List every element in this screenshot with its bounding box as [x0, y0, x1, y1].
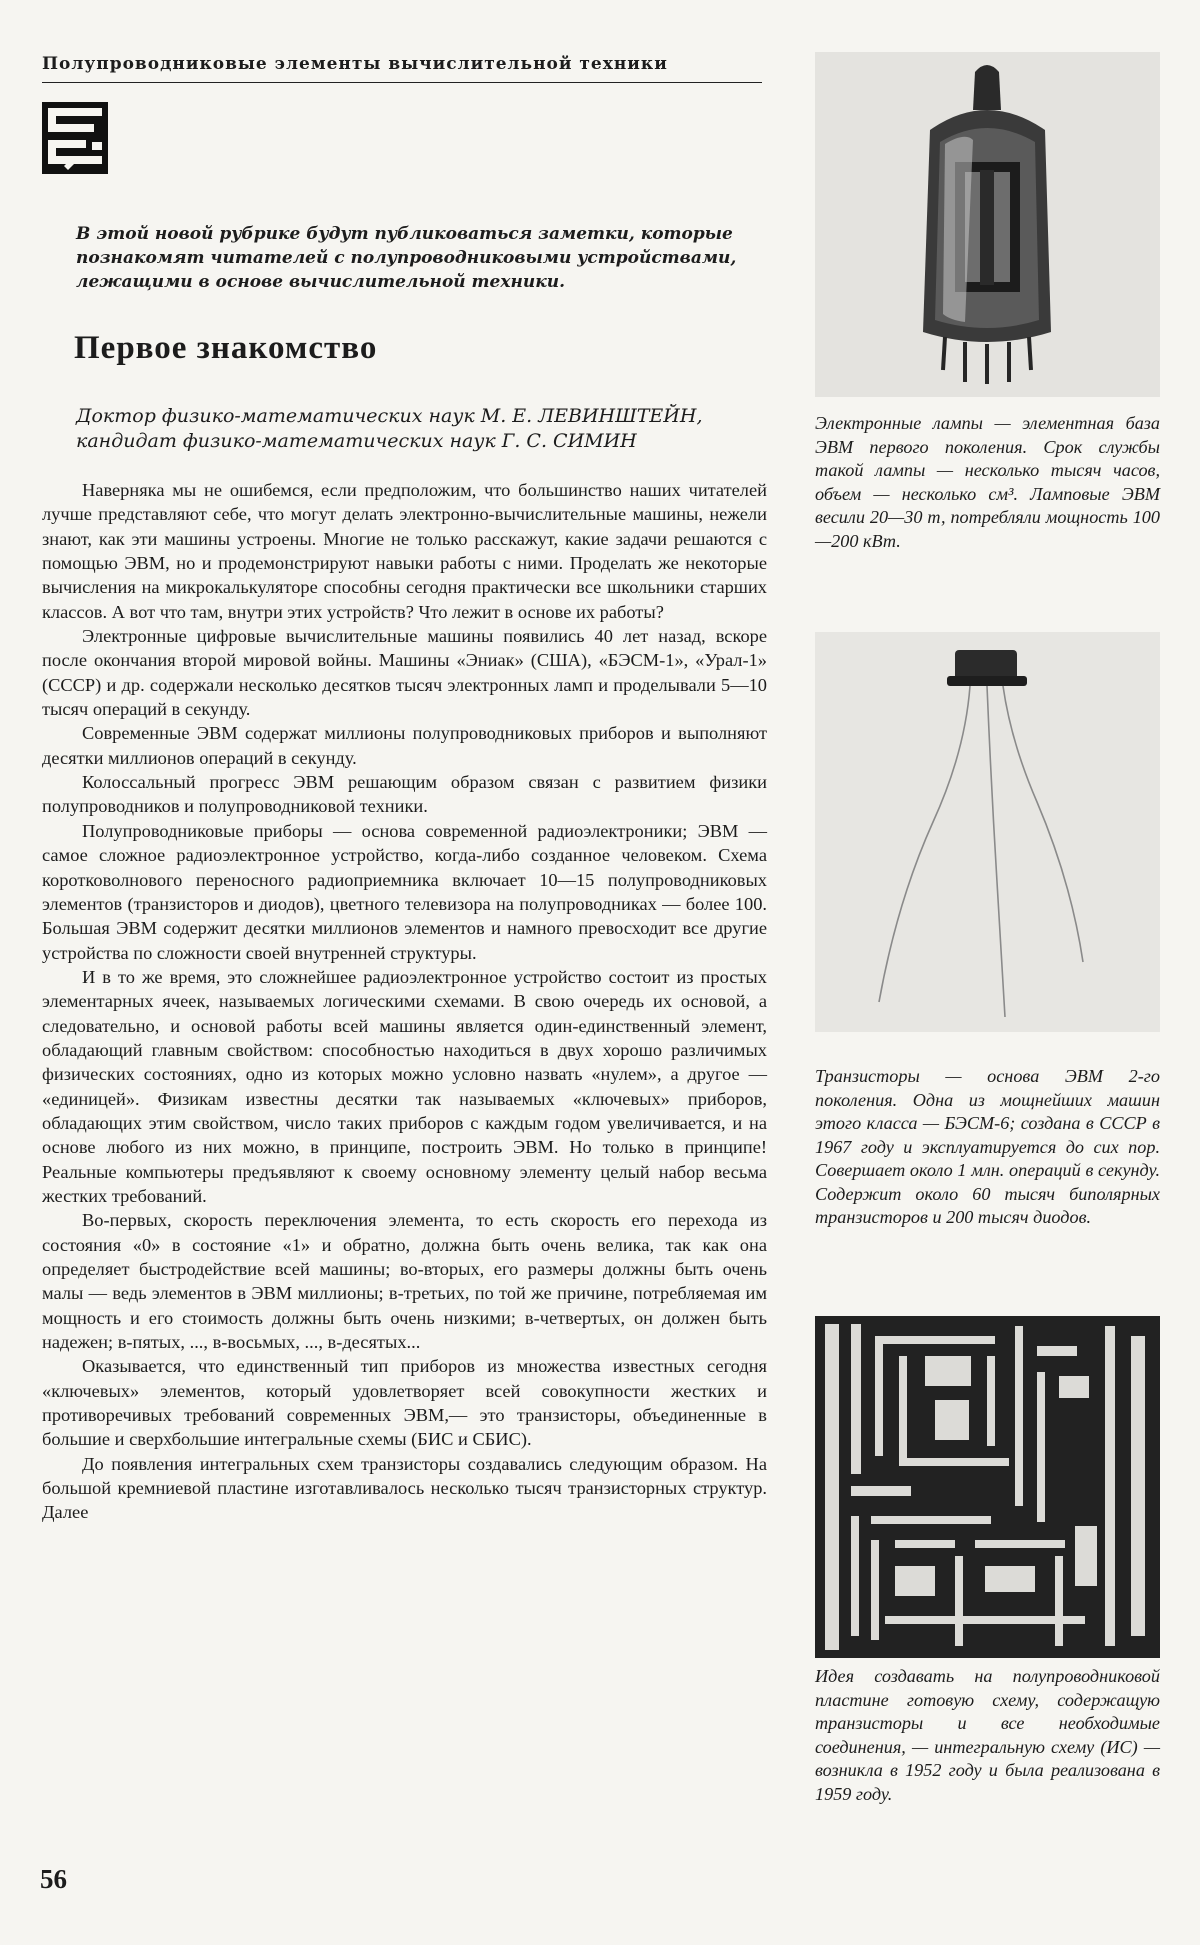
- author-line-1: Доктор физико-математических наук М. Е. ЛЕВИНШТЕЙН,: [76, 405, 703, 427]
- paragraph: Полупроводниковые приборы — основа современной радиоэлектроники; ЭВМ — самое сложное радиоэлектронное устройство, когда-либо созданное человеком. Схема коротковолнового переносного радиоприемника включает 10—15 полупроводниковых элементов (транзисторов и диодов), цветного телевизора на полупроводниках — более 100. Большая ЭВМ содержит десятки миллионов элементов и намного превосходит все другие устройства по сложности своей внутренней структуры.: [42, 820, 767, 963]
- rubric-logo-icon: [42, 102, 108, 174]
- integrated-circuit-photo: [815, 1316, 1160, 1658]
- paragraph: Во-первых, скорость переключения элемента, то есть скорость его перехода из состояния «0» в состояние «1» и обратно, должна быть очень велика, так как она определяет быстродействие всей машины; во-вторых, его размеры должны быть очень малы — ведь элементов в ЭВМ миллионы; в-третьих, по той же причине, потребляемая им мощность и его стоимость должны быть очень низкими; в-четвертых, он должен быть надежен; в-пятых, ..., в-восьмых, ..., в-десятых...: [42, 1210, 767, 1353]
- paragraph: Наверняка мы не ошибемся, если предположим, что большинство наших читателей лучше представляют себе, что могут делать электронно-вычислительные машины, нежели знают, как эти машины устроены. Многие не только расскажут, какие задачи решаются с помощью ЭВМ, но и продемонстрируют навыки работы с ними. Проделать же некоторые вычисления на микрокалькуляторе способны сегодня практически все школьники старших классов. А вот что там, внутри этих устройств? Что лежит в основе их работы?: [42, 480, 767, 622]
- intro-text: В этой новой рубрике будут публиковаться заметки, которые познакомят читателей с полупроводниковыми устройствами, лежащими в основе вычислительной техники.: [76, 224, 737, 292]
- paragraph: Оказывается, что единственный тип приборов из множества известных сегодня «ключевых» элементов, который удовлетворяет всей совокупности жестких и противоречивых требований современных ЭВМ,— это транзисторы, объединенные в большие и сверхбольшие интегральные схемы (БИС и СБИС).: [42, 1356, 767, 1450]
- author-line-2: кандидат физико-математических наук Г. С. СИМИН: [76, 430, 637, 452]
- rubric-header: Полупроводниковые элементы вычислительной техники: [42, 54, 762, 83]
- transistor-photo: [815, 632, 1160, 1032]
- article-body: [42, 478, 767, 1525]
- article-title: Первое знакомство: [74, 330, 378, 366]
- page-number: 56: [40, 1864, 67, 1894]
- paragraph: Электронные цифровые вычислительные машины появились 40 лет назад, вскоре после окончания второй мировой войны. Машины «Эниак» (США), «БЭСМ-1», «Урал-1» (СССР) и др. содержали несколько десятков тысяч электронных ламп и проделывали 5—10 тысяч операций в секунду.: [42, 626, 767, 720]
- caption-ic: Идея создавать на полупроводниковой пластине готовую схему, содержащую транзисторы и все необходимые соединения, — интегральную схему (ИС) — возникла в 1952 году и была реализована в 1959 году.: [815, 1666, 1160, 1804]
- paragraph: Колоссальный прогресс ЭВМ решающим образом связан с развитием физики полупроводников и полупроводниковой техники.: [42, 772, 767, 817]
- caption-tube: Электронные лампы — элементная база ЭВМ первого поколения. Срок службы такой лампы — несколько тысяч часов, объем — несколько см³. Ламповые ЭВМ весили 20—30 т, потребляли мощность 100—200 кВт.: [815, 413, 1160, 551]
- vacuum-tube-photo: [815, 52, 1160, 397]
- paragraph: До появления интегральных схем транзисторы создавались следующим образом. На большой кремниевой пластине изготавливалось несколько тысяч транзисторных структур. Далее: [42, 1453, 767, 1523]
- paragraph: Современные ЭВМ содержат миллионы полупроводниковых приборов и выполняют десятки миллионов операций в секунду.: [42, 723, 767, 768]
- paragraph: И в то же время, это сложнейшее радиоэлектронное устройство состоит из простых элементарных ячеек, называемых логическими схемами. В свою очередь их основой, а следовательно, и основой работы всей машины является один-единственный элемент, обладающий главным свойством: способностью находиться в двух хорошо различимых физических состояниях, одно из которых можно условно назвать «нулем», а другое — «единицей». Физикам известны десятки так называемых «ключевых» приборов, обладающих этим свойством, число таких приборов с каждым годом увеличивается, и на основе любого из них можно, в принципе, построить ЭВМ. Но только в принципе! Реальные компьютеры предъявляют к своему основному элементу целый набор весьма жестких требований.: [42, 966, 767, 1206]
- caption-transistor: Транзисторы — основа ЭВМ 2-го поколения. Одна из мощнейших машин этого класса — БЭСМ-6; создана в СССР в 1967 году и эксплуатируется до сих пор. Совершает около 1 млн. операций в секунду. Содержит около 60 тысяч биполярных транзисторов и 200 тысяч диодов.: [815, 1066, 1160, 1227]
- authors: [76, 404, 766, 454]
